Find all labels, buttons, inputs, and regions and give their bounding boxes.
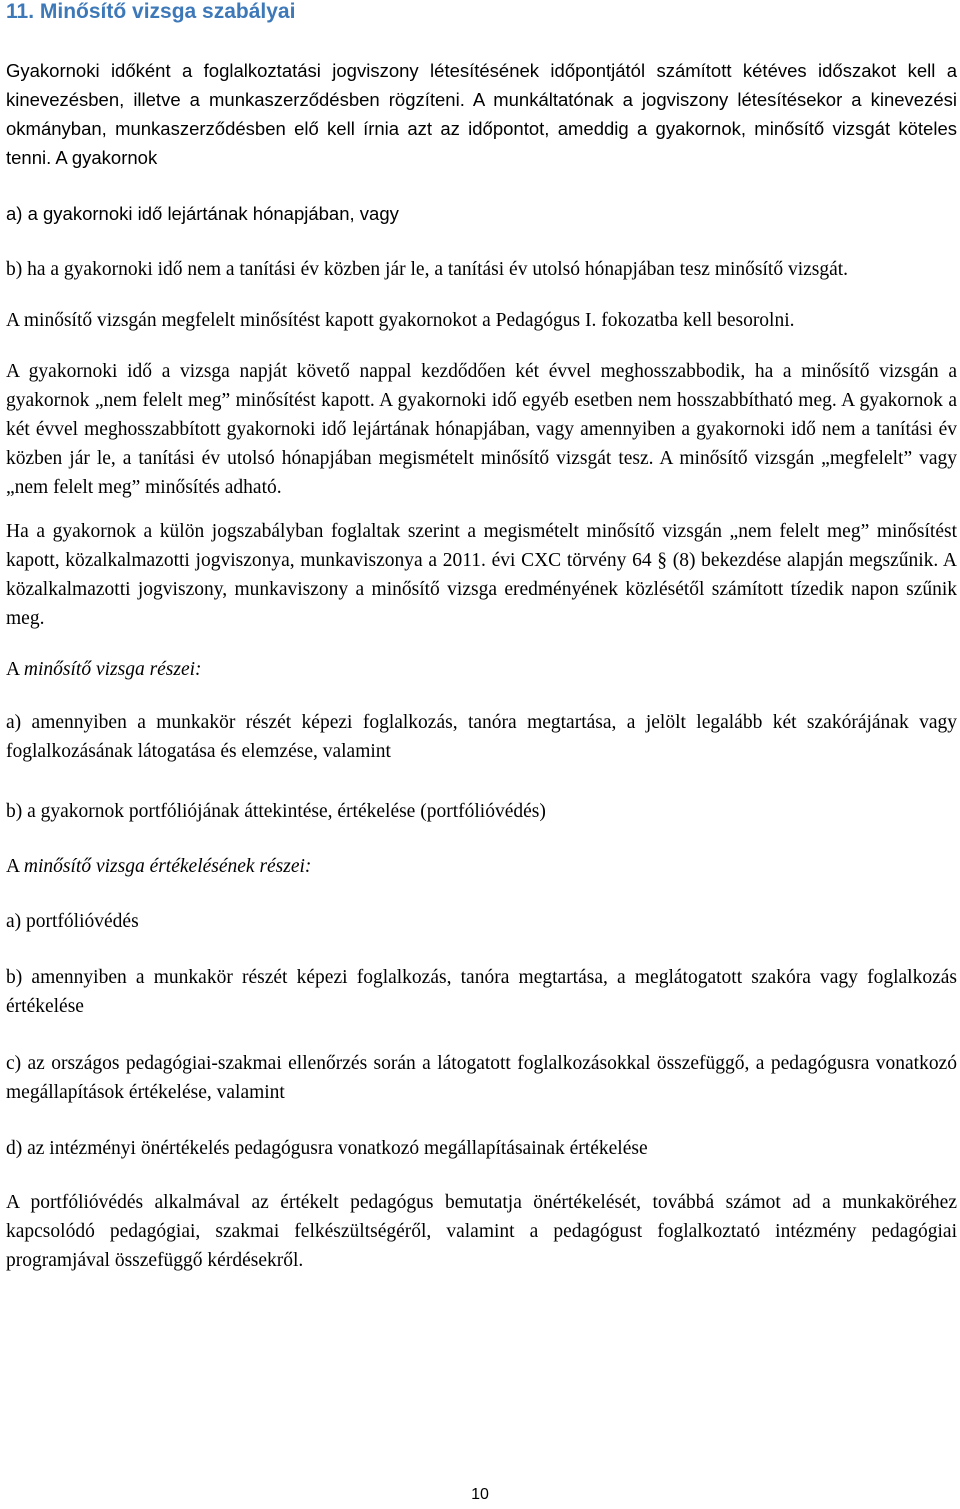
subheading-emphasis: minősítő vizsga részei: [23,659,202,680]
page-number: 10 [471,1486,489,1503]
list-item-a: a) a gyakornoki idő lejártának hónapjában, vagy [6,203,399,224]
exam-part-b: b) a gyakornok portfóliójának áttekintése, értékelése (portfólióvédés) [6,801,546,822]
evaluation-part-a: a) portfólióvédés [6,911,139,932]
evaluation-part-c: c) az országos pedagógiai-szakmai ellenőrzés során a látogatott foglalkozásokkal összefüggő, a pedagógusra vonatkozó megállapítások értékelése, valamint [6,1053,957,1103]
subheading-exam-parts [6,655,957,684]
subheading-prefix: A [6,659,24,680]
subheading-evaluation-parts [6,852,957,881]
paragraph-termination: Ha a gyakornok a külön jogszabályban foglaltak szerint a megismételt minősítő vizsgán „nem felelt meg” minősítést kapott, közalkalmazotti jogviszonya, munkaviszonya a 2011. évi CXC törvény 64 § (8) bekezdése alapján megszűnik. A közalkalmazotti jogviszony, munkaviszony a minősítő vizsga eredményének közlésétől számított tízedik napon szűnik meg. [6,521,957,629]
evaluation-part-b: b) amennyiben a munkakör részét képezi foglalkozás, tanóra megtartása, a meglátogatott szakóra vagy foglalkozás értékelése [6,967,957,1017]
subheading-emphasis: minősítő vizsga értékelésének részei: [23,856,312,877]
subheading-prefix: A [6,856,24,877]
list-item-b: b) ha a gyakornoki idő nem a tanítási év közben jár le, a tanítási év utolsó hónapjában tesz minősítő vizsgát. [6,259,849,280]
section-heading: 11. Minősítő vizsga szabályai [6,0,296,23]
paragraph-trainee-period: Gyakornoki időként a foglalkoztatási jogviszony létesítésének időpontjától számított kétéves időszakot kell a kinevezésben, illetve a munkaszerződésben rögzíteni. A munkáltatónak a jogviszony létesítésekor a kinevezési okmányban, munkaszerződésben elő kell írnia azt az időpontot, ameddig a gyakornok, minősítő vizsgát köteles tenni. A gyakornok [6,60,957,168]
paragraph-portfolio-defense: A portfólióvédés alkalmával az értékelt pedagógus bemutatja önértékelését, továbbá számot ad a munkaköréhez kapcsolódó pedagógiai, szakmai felkészültségéről, valamint a pedagógust foglalkoztató intézmény pedagógiai programjával összefüggő kérdésekről. [6,1192,957,1271]
paragraph-extension: A gyakornoki idő a vizsga napját követő nappal kezdődően két évvel meghosszabbodik, ha a minősítő vizsgán a gyakornok „nem felelt meg” minősítést kapott. A gyakornoki idő egyéb esetben nem hosszabbítható meg. A gyakornok a két évvel meghosszabbított gyakornoki idő lejártának hónapjában, vagy amennyiben a gyakornoki idő nem a tanítási év közben jár le, a tanítási év utolsó hónapjában megismételt minősítő vizsgát tesz. A minősítő vizsgán „megfelelt” vagy „nem felelt meg” minősítés adható. [6,361,957,498]
evaluation-part-d: d) az intézményi önértékelés pedagógusra vonatkozó megállapításainak értékelése [6,1138,648,1159]
paragraph-classification: A minősítő vizsgán megfelelt minősítést kapott gyakornokot a Pedagógus I. fokozatba kell besorolni. [6,310,795,331]
exam-part-a: a) amennyiben a munkakör részét képezi foglalkozás, tanóra megtartása, a jelölt legalább két szakórájának vagy foglalkozásának látogatása és elemzése, valamint [6,712,957,762]
